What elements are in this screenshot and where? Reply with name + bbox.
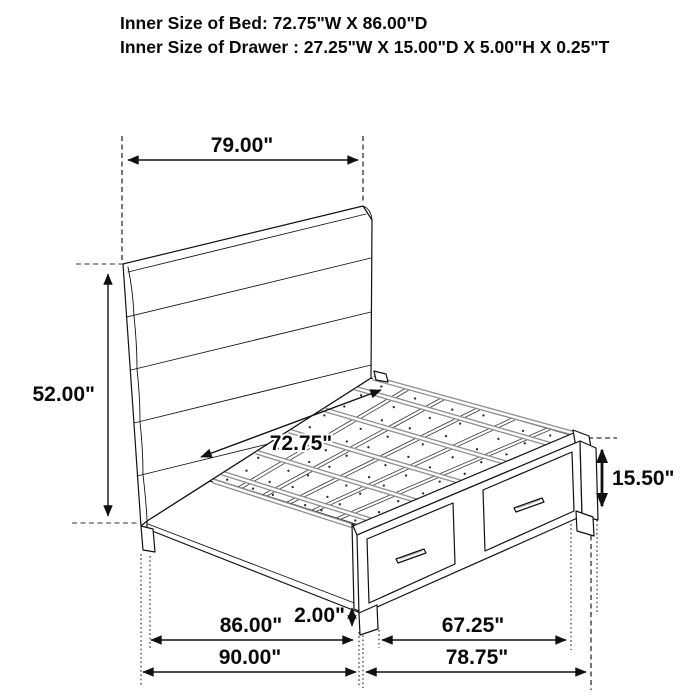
inner-size-bed-note: Inner Size of Bed: 72.75"W X 86.00"D: [120, 13, 428, 33]
footboard-right-end: [580, 441, 598, 520]
dim-overall-length: 90.00": [218, 646, 282, 669]
inner-size-drawer-note: Inner Size of Drawer : 27.25"W X 15.00"D X 5.00"H X 0.25"T: [120, 37, 610, 57]
dim-footboard-height: 15.50": [612, 467, 675, 490]
dim-headboard-height: 52.00": [32, 383, 95, 406]
headboard-leg: [141, 526, 155, 552]
dim-inner-length: 86.00": [219, 614, 283, 637]
dim-slat-width: 72.75": [269, 432, 333, 455]
bed-drawing: [123, 206, 598, 635]
dim-headboard-width: 79.00": [210, 134, 274, 157]
right-rail-head-cap: [374, 371, 388, 382]
header-notes: [120, 13, 610, 57]
dim-clearance: 2.00": [294, 604, 345, 627]
dim-footboard-span: 67.25": [441, 614, 505, 637]
dim-rail-length: 78.75": [445, 646, 509, 669]
